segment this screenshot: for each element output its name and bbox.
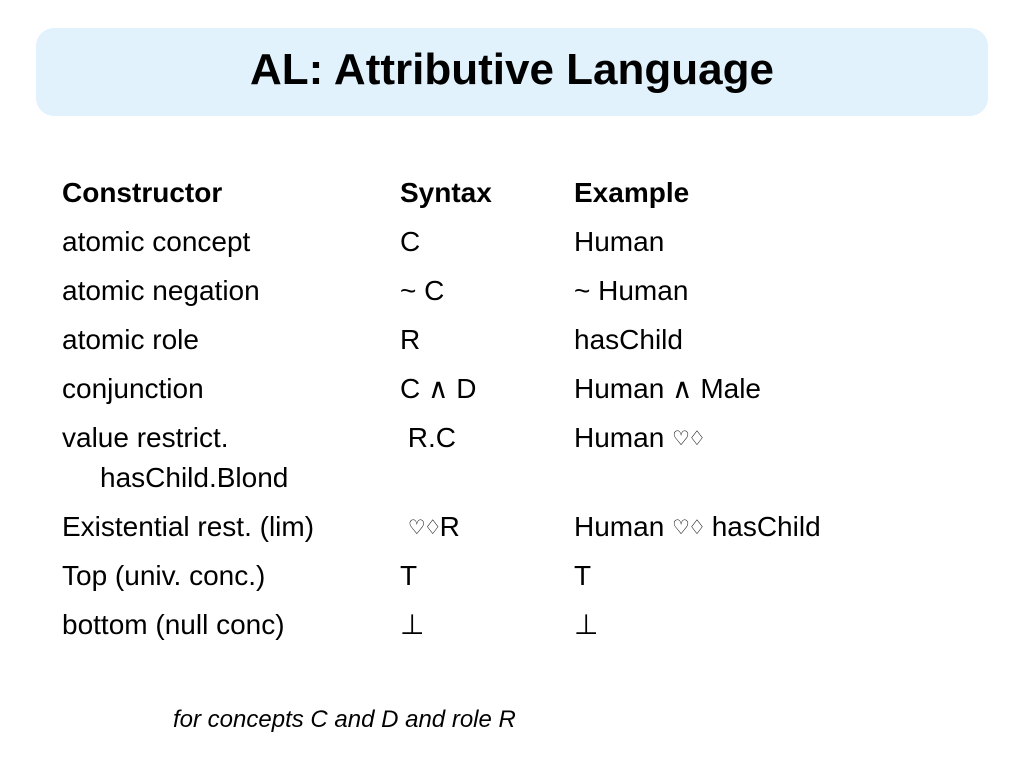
syntax-cell: ⊥ [400,609,425,640]
constructor-cell-continuation: hasChild.Blond [100,462,289,493]
syntax-cell: C [400,226,421,257]
syntax-cell: R [400,324,421,355]
constructor-cell: conjunction [62,373,204,404]
table-row [62,604,962,653]
example-cell: hasChild [574,324,683,355]
example-cell: Human [574,226,665,257]
title-banner [36,28,988,116]
existential-quantifier-icon: ♡♢ [672,515,704,539]
table-row [62,368,962,417]
example-text: hasChild [711,511,821,542]
constructor-cell: Top (univ. conc.) [62,560,266,591]
header-example: Example [574,177,690,208]
header-syntax: Syntax [400,177,492,208]
header-constructor: Constructor [62,177,223,208]
syntax-cell: C ∧ D [400,373,477,404]
example-cell: Human ∧ Male [574,373,762,404]
table-row [62,221,962,270]
constructor-cell: atomic concept [62,226,251,257]
constructor-cell: atomic role [62,324,199,355]
table-row [62,417,962,506]
syntax-cell [400,506,460,548]
table-row [62,319,962,368]
constructor-cell: atomic negation [62,275,260,306]
example-text: Human [574,511,665,542]
example-text: Human [574,422,665,453]
syntax-cell: ~ C [400,275,445,306]
universal-quantifier-icon: ♡♢ [672,426,704,450]
table-row [62,555,962,604]
example-cell [574,417,704,459]
constructor-cell: value restrict. [62,422,229,453]
constructor-cell: bottom (null conc) [62,609,285,640]
constructor-cell: Existential rest. (lim) [62,511,315,542]
syntax-cell [400,417,456,458]
constructor-table [62,172,962,653]
example-cell: ⊥ [574,609,599,640]
table-row [62,270,962,319]
syntax-text: R [439,511,460,542]
table-row [62,506,962,555]
example-cell: T [574,560,592,591]
syntax-cell: T [400,560,418,591]
example-cell [574,506,821,548]
table-header-row [62,172,962,221]
footnote: for concepts C and D and role R [173,706,516,733]
syntax-text: R.C [400,422,456,453]
slide-title: AL: Attributive Language [250,45,774,94]
existential-quantifier-icon: ♡♢ [407,515,440,539]
example-cell: ~ Human [574,275,689,306]
